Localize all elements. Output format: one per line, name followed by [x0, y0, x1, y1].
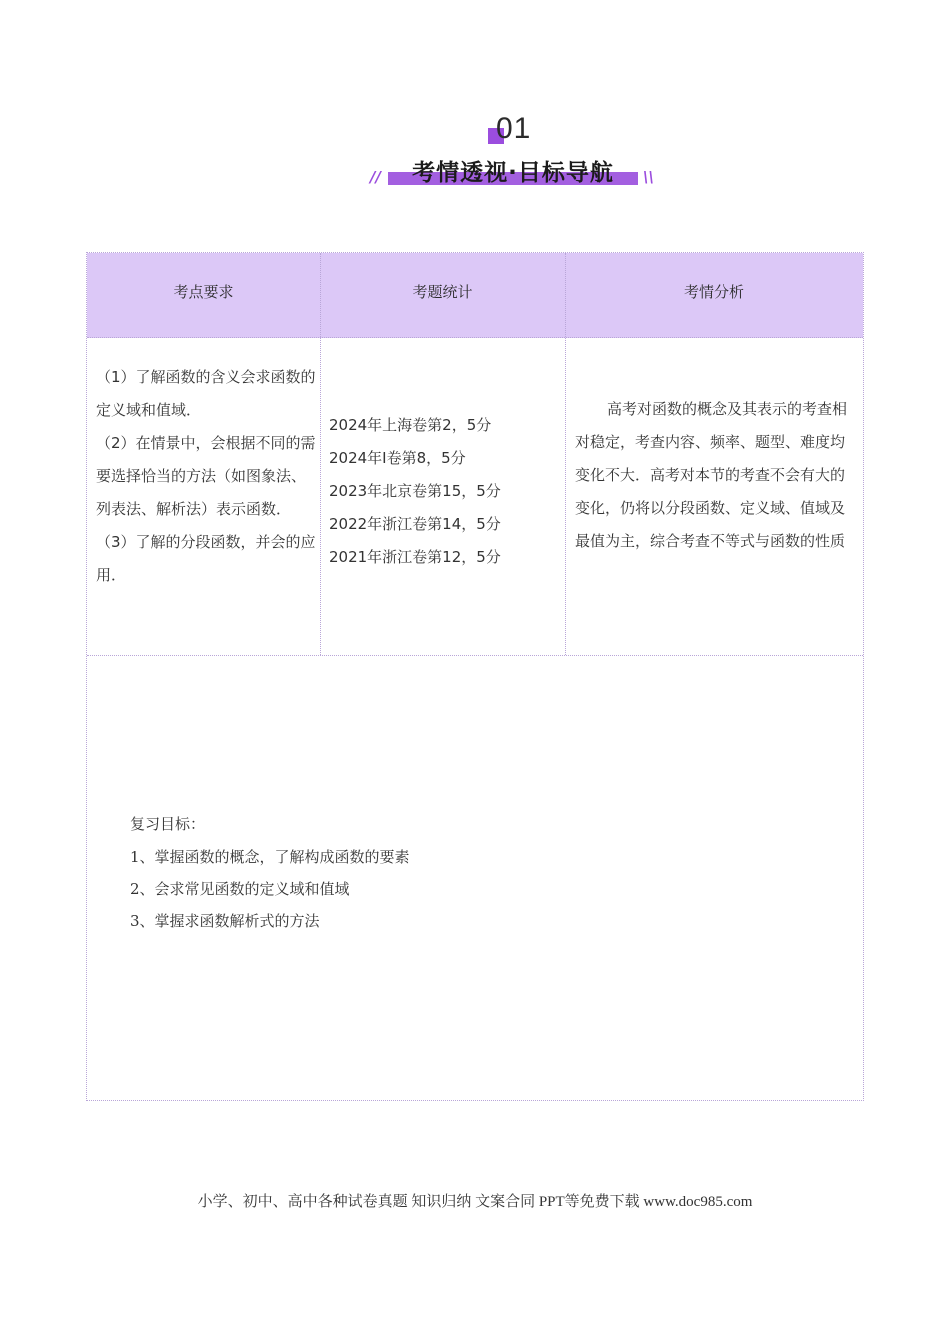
review-item: 3、掌握求函数解析式的方法: [130, 912, 320, 930]
requirement-item: （2）在情景中，会根据不同的需要选择恰当的方法（如图象法、列表法、解析法）表示函数．: [96, 434, 316, 518]
section-banner: [368, 150, 658, 192]
requirements-cell: [96, 361, 318, 592]
stat-item: 2024年上海卷第2，5分: [329, 416, 492, 434]
review-item: 2、会求常见函数的定义域和值域: [130, 880, 350, 898]
stat-item: 2023年北京卷第15，5分: [329, 482, 501, 500]
column-divider: [565, 253, 566, 655]
review-heading: 复习目标：: [130, 815, 206, 833]
section-title: 考情透视·目标导航: [412, 160, 614, 186]
requirement-item: （1）了解函数的含义会求函数的定义域和值域．: [96, 368, 316, 419]
requirement-item: （3）了解的分段函数，并会的应用．: [96, 533, 316, 584]
table-header-row: [87, 253, 863, 338]
header-statistics: 考题统计: [412, 283, 473, 301]
stat-item: 2024年I卷第8，5分: [329, 449, 466, 467]
decor-slash-left: //: [370, 168, 381, 186]
stat-item: 2022年浙江卷第14，5分: [329, 515, 501, 533]
section-number: [488, 112, 568, 152]
row-divider: [87, 655, 863, 656]
review-goals: [130, 813, 730, 942]
column-divider: [320, 253, 321, 655]
decor-slash-right: \\: [643, 168, 654, 186]
analysis-cell: [575, 393, 855, 558]
stat-item: 2021年浙江卷第12，5分: [329, 548, 501, 566]
page-footer: 小学、初中、高中各种试卷真题 知识归纳 文案合同 PPT等免费下载 www.doc985.com: [197, 1194, 753, 1210]
section-number-text: 01: [496, 112, 532, 145]
header-analysis: 考情分析: [683, 283, 744, 301]
analysis-text: 高考对函数的概念及其表示的考查相对稳定，考查内容、频率、题型、难度均变化不大．高考对本节的考查不会有大的变化，仍将以分段函数、定义域、值域及最值为主，综合考查不等式与函数的性质: [575, 400, 848, 550]
review-item: 1、掌握函数的概念，了解构成函数的要素: [130, 848, 410, 866]
statistics-cell: [329, 409, 561, 574]
header-requirements: 考点要求: [173, 283, 234, 301]
exam-analysis-table: [86, 252, 864, 1101]
